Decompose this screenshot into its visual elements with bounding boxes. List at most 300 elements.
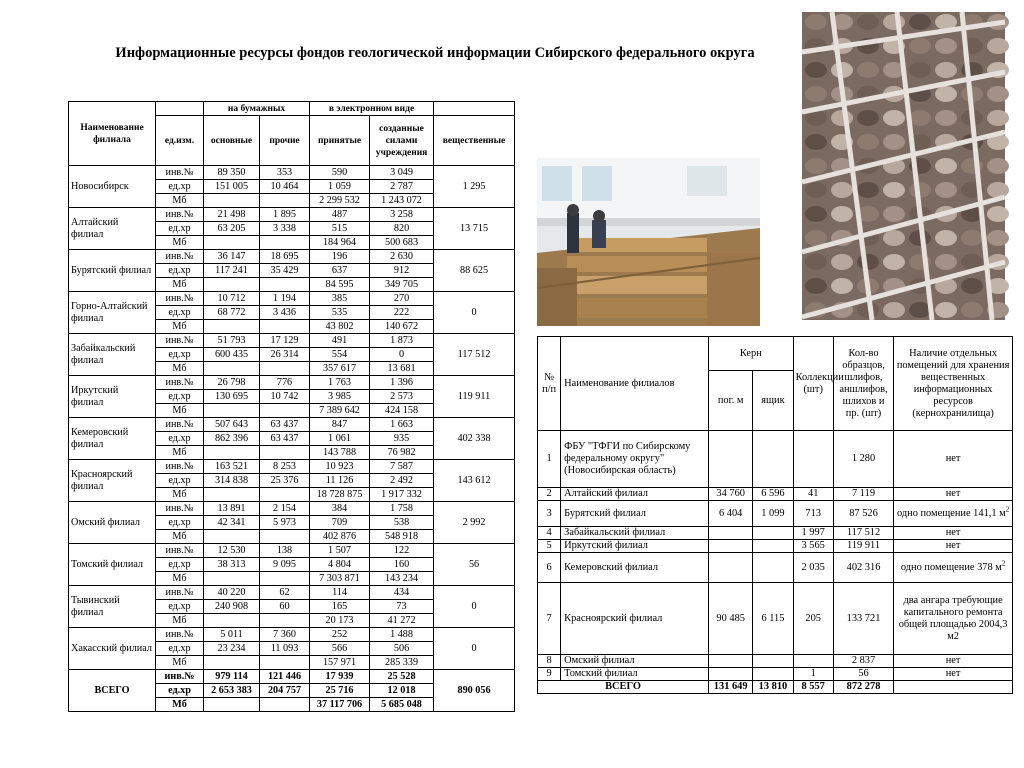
value-cell: 25 376 — [260, 474, 310, 488]
material-cell: 0 — [434, 628, 515, 670]
value-cell: 17 939 — [310, 670, 370, 684]
value-cell: 1 243 072 — [370, 194, 434, 208]
core-sample-stone — [961, 302, 983, 318]
value-cell — [204, 656, 260, 670]
table-row — [69, 292, 515, 306]
core-sample-stone — [909, 38, 931, 54]
value-cell: 121 446 — [260, 670, 310, 684]
value-cell: 1 507 — [310, 544, 370, 558]
branch-name: Омский филиал — [69, 502, 156, 544]
unit-cell: инв.№ — [156, 460, 204, 474]
value-cell: 63 437 — [260, 418, 310, 432]
branch-name: Кемеровский филиал — [69, 418, 156, 460]
core-sample-stone — [935, 302, 957, 318]
value-cell: 43 802 — [310, 320, 370, 334]
value-cell — [260, 320, 310, 334]
core-sample-stone — [831, 206, 853, 222]
header-branch-names: Наименование филиалов — [561, 337, 709, 431]
branch-name: Хакасский филиал — [69, 628, 156, 670]
value-cell: 10 742 — [260, 390, 310, 404]
value-cell — [260, 236, 310, 250]
table-row — [538, 540, 1013, 553]
value-cell: 12 018 — [370, 684, 434, 698]
unit-cell: ед.хр — [156, 180, 204, 194]
value-cell: 151 005 — [204, 180, 260, 194]
table-row — [69, 418, 515, 432]
table-row — [538, 553, 1013, 583]
value-cell: 84 595 — [310, 278, 370, 292]
unit-cell: инв.№ — [156, 376, 204, 390]
value-cell: 6 404 — [709, 501, 753, 527]
core-sample-stone — [857, 134, 879, 150]
table-row — [538, 501, 1013, 527]
value-cell — [204, 278, 260, 292]
value-cell: 709 — [310, 516, 370, 530]
value-cell: 35 429 — [260, 264, 310, 278]
core-sample-stone — [961, 278, 983, 294]
value-cell: 2 — [538, 488, 561, 501]
value-cell — [709, 553, 753, 583]
value-cell: 143 234 — [370, 572, 434, 586]
value-cell — [709, 540, 753, 553]
core-sample-stone — [909, 302, 931, 318]
value-cell — [260, 362, 310, 376]
value-cell: 2 653 383 — [204, 684, 260, 698]
value-cell: 357 617 — [310, 362, 370, 376]
value-cell: 285 339 — [370, 656, 434, 670]
value-cell: 1 — [538, 431, 561, 488]
value-cell: 402 316 — [833, 553, 893, 583]
value-cell: 205 — [793, 583, 833, 655]
core-sample-stone — [831, 254, 853, 270]
value-cell — [260, 614, 310, 628]
material-cell: 1 295 — [434, 166, 515, 208]
value-cell: 912 — [370, 264, 434, 278]
value-cell: 26 314 — [260, 348, 310, 362]
header-electronic: в электронном виде — [310, 102, 434, 116]
unit-cell: ед.хр — [156, 432, 204, 446]
value-cell: 2 573 — [370, 390, 434, 404]
value-cell: 1 763 — [310, 376, 370, 390]
value-cell: 548 918 — [370, 530, 434, 544]
premises-cell: нет — [894, 540, 1013, 553]
value-cell: 6 596 — [753, 488, 793, 501]
value-cell: 196 — [310, 250, 370, 264]
value-cell: 535 — [310, 306, 370, 320]
value-cell: 1 917 332 — [370, 488, 434, 502]
table-row — [69, 460, 515, 474]
material-cell: 2 992 — [434, 502, 515, 544]
value-cell: 7 389 642 — [310, 404, 370, 418]
value-cell — [204, 362, 260, 376]
value-cell: 637 — [310, 264, 370, 278]
unit-cell: инв.№ — [156, 628, 204, 642]
value-cell: 1 061 — [310, 432, 370, 446]
core-sample-stone — [987, 206, 1009, 222]
value-cell — [204, 446, 260, 460]
value-cell — [260, 530, 310, 544]
branch-name: Горно-Алтайский филиал — [69, 292, 156, 334]
total-row — [69, 670, 515, 684]
value-cell: 13 810 — [753, 681, 793, 694]
value-cell: 18 695 — [260, 250, 310, 264]
header-material: вещественные — [434, 116, 515, 166]
value-cell: 0 — [370, 348, 434, 362]
value-cell: 10 712 — [204, 292, 260, 306]
value-cell — [260, 404, 310, 418]
header-paper: на бумажных — [204, 102, 310, 116]
value-cell: 240 908 — [204, 600, 260, 614]
value-cell: 184 964 — [310, 236, 370, 250]
table-row — [69, 208, 515, 222]
value-cell — [709, 668, 753, 681]
value-cell: 17 129 — [260, 334, 310, 348]
core-sample-stone — [857, 110, 879, 126]
value-cell: 1 997 — [793, 527, 833, 540]
table-row — [69, 334, 515, 348]
value-cell: 140 672 — [370, 320, 434, 334]
value-cell — [753, 655, 793, 668]
branch-name: Бурятский филиал — [561, 501, 709, 527]
table-row — [69, 376, 515, 390]
header-core: Керн — [709, 337, 794, 371]
value-cell — [709, 431, 753, 488]
value-cell: 7 — [538, 583, 561, 655]
unit-cell: Мб — [156, 656, 204, 670]
value-cell: 117 241 — [204, 264, 260, 278]
value-cell: 384 — [310, 502, 370, 516]
warehouse-photo — [537, 158, 760, 326]
core-sample-stone — [857, 182, 879, 198]
material-cell: 13 715 — [434, 208, 515, 250]
value-cell: 3 258 — [370, 208, 434, 222]
unit-cell: Мб — [156, 404, 204, 418]
unit-cell: инв.№ — [156, 670, 204, 684]
value-cell: 1 — [793, 668, 833, 681]
branch-name: Иркутский филиал — [69, 376, 156, 418]
unit-cell: инв.№ — [156, 334, 204, 348]
material-cell: 88 625 — [434, 250, 515, 292]
core-sample-stone — [805, 182, 827, 198]
branch-name: Кемеровский филиал — [561, 553, 709, 583]
value-cell: 42 341 — [204, 516, 260, 530]
value-cell: 114 — [310, 586, 370, 600]
table-row — [538, 668, 1013, 681]
unit-cell: ед.хр — [156, 390, 204, 404]
value-cell: 41 — [793, 488, 833, 501]
table-row — [69, 250, 515, 264]
value-cell: 8 557 — [793, 681, 833, 694]
core-sample-stone — [805, 206, 827, 222]
value-cell: 25 716 — [310, 684, 370, 698]
value-cell — [260, 278, 310, 292]
value-cell: 165 — [310, 600, 370, 614]
value-cell: 1 280 — [833, 431, 893, 488]
core-sample-stone — [909, 110, 931, 126]
value-cell: 8 253 — [260, 460, 310, 474]
value-cell: 820 — [370, 222, 434, 236]
branch-name: Тывинский филиал — [69, 586, 156, 628]
value-cell — [204, 488, 260, 502]
core-sample-stone — [935, 158, 957, 174]
value-cell: 507 643 — [204, 418, 260, 432]
premises-cell: нет — [894, 655, 1013, 668]
value-cell: 1 488 — [370, 628, 434, 642]
branch-name: Красноярский филиал — [561, 583, 709, 655]
value-cell — [204, 236, 260, 250]
value-cell: 713 — [793, 501, 833, 527]
premises-text: одно помещение 141,1 м — [896, 507, 1006, 519]
core-sample-stone — [935, 230, 957, 246]
unit-cell: ед.хр — [156, 474, 204, 488]
value-cell: 506 — [370, 642, 434, 656]
value-cell: 6 115 — [753, 583, 793, 655]
value-cell: 487 — [310, 208, 370, 222]
value-cell: 131 649 — [709, 681, 753, 694]
resources-table — [68, 101, 515, 712]
core-sample-stone — [883, 230, 905, 246]
value-cell: 37 117 706 — [310, 698, 370, 712]
value-cell — [753, 431, 793, 488]
value-cell: 20 173 — [310, 614, 370, 628]
core-sample-stone — [909, 62, 931, 78]
core-sample-stone — [857, 62, 879, 78]
core-sample-stone — [935, 62, 957, 78]
unit-cell: ед.хр — [156, 516, 204, 530]
core-sample-stone — [805, 14, 827, 30]
value-cell: 2 035 — [793, 553, 833, 583]
unit-cell: Мб — [156, 446, 204, 460]
value-cell — [204, 530, 260, 544]
value-cell: 25 528 — [370, 670, 434, 684]
branch-name: Красноярский филиал — [69, 460, 156, 502]
unit-cell: инв.№ — [156, 586, 204, 600]
superscript: 2 — [1005, 505, 1010, 514]
value-cell: 2 787 — [370, 180, 434, 194]
unit-cell: ед.хр — [156, 600, 204, 614]
value-cell: 2 154 — [260, 502, 310, 516]
value-cell: 1 873 — [370, 334, 434, 348]
unit-cell: ед.хр — [156, 264, 204, 278]
value-cell: 133 721 — [833, 583, 893, 655]
value-cell — [204, 698, 260, 712]
branch-name: Иркутский филиал — [561, 540, 709, 553]
value-cell — [204, 572, 260, 586]
unit-cell: инв.№ — [156, 292, 204, 306]
premises-cell: нет — [894, 527, 1013, 540]
value-cell: 6 — [538, 553, 561, 583]
value-cell: 62 — [260, 586, 310, 600]
value-cell: 566 — [310, 642, 370, 656]
value-cell: 63 205 — [204, 222, 260, 236]
premises-cell: нет — [894, 431, 1013, 488]
header-samples: Кол-во образцов, шлифов, аншлифов, шлихов и пр. (шт) — [833, 337, 893, 431]
core-sample-stone — [883, 110, 905, 126]
value-cell: 10 923 — [310, 460, 370, 474]
material-cell: 119 911 — [434, 376, 515, 418]
value-cell: 11 093 — [260, 642, 310, 656]
core-sample-stone — [883, 134, 905, 150]
value-cell — [260, 488, 310, 502]
value-cell: 847 — [310, 418, 370, 432]
value-cell: 500 683 — [370, 236, 434, 250]
branch-name: Алтайский филиал — [561, 488, 709, 501]
value-cell: 1 663 — [370, 418, 434, 432]
premises-cell — [894, 501, 1013, 527]
header-created: созданные силами учреждения — [370, 116, 434, 166]
value-cell — [753, 540, 793, 553]
value-cell: 41 272 — [370, 614, 434, 628]
value-cell: 353 — [260, 166, 310, 180]
core-sample-stone — [805, 278, 827, 294]
value-cell — [204, 320, 260, 334]
core-sample-stone — [909, 14, 931, 30]
value-cell: 979 114 — [204, 670, 260, 684]
total-row — [538, 681, 1013, 694]
material-cell: 0 — [434, 292, 515, 334]
unit-cell: ед.хр — [156, 306, 204, 320]
value-cell: 10 464 — [260, 180, 310, 194]
unit-cell: Мб — [156, 362, 204, 376]
page-title: Информационные ресурсы фондов геологической информации Сибирского федерального округа — [115, 45, 755, 61]
header-collections: Коллекции (шт) — [793, 337, 833, 431]
unit-cell: ед.хр — [156, 348, 204, 362]
unit-cell: Мб — [156, 236, 204, 250]
value-cell: 2 492 — [370, 474, 434, 488]
value-cell: 2 299 532 — [310, 194, 370, 208]
premises-cell: нет — [894, 488, 1013, 501]
core-sample-stone — [883, 14, 905, 30]
core-sample-stone — [935, 182, 957, 198]
table-row — [538, 583, 1013, 655]
value-cell: 2 837 — [833, 655, 893, 668]
core-sample-stone — [831, 182, 853, 198]
header-linear-meters: пог. м — [709, 371, 753, 431]
value-cell: 935 — [370, 432, 434, 446]
value-cell: 90 485 — [709, 583, 753, 655]
core-sample-stone — [883, 182, 905, 198]
value-cell: 3 338 — [260, 222, 310, 236]
value-cell: 60 — [260, 600, 310, 614]
value-cell: 8 — [538, 655, 561, 668]
table-row — [69, 586, 515, 600]
material-cell: 890 056 — [434, 670, 515, 712]
core-sample-stone — [987, 182, 1009, 198]
unit-cell: Мб — [156, 320, 204, 334]
table-row — [538, 655, 1013, 668]
value-cell: 424 158 — [370, 404, 434, 418]
value-cell: 7 119 — [833, 488, 893, 501]
value-cell: 434 — [370, 586, 434, 600]
unit-cell: инв.№ — [156, 418, 204, 432]
unit-cell: ед.хр — [156, 684, 204, 698]
unit-cell: инв.№ — [156, 208, 204, 222]
value-cell: 51 793 — [204, 334, 260, 348]
value-cell — [260, 572, 310, 586]
value-cell: 538 — [370, 516, 434, 530]
branch-name: Омский филиал — [561, 655, 709, 668]
value-cell: 9 095 — [260, 558, 310, 572]
core-sample-stone — [935, 38, 957, 54]
header-branch-name: Наименование филиала — [69, 102, 156, 166]
unit-cell: ед.хр — [156, 642, 204, 656]
core-sample-stone — [805, 158, 827, 174]
value-cell: 2 630 — [370, 250, 434, 264]
unit-cell: инв.№ — [156, 250, 204, 264]
core-sample-stone — [987, 158, 1009, 174]
core-sample-stone — [987, 38, 1009, 54]
unit-cell: Мб — [156, 194, 204, 208]
branch-name: ФБУ "ТФГИ по Сибирскому федеральному округу" (Новосибирская область) — [561, 431, 709, 488]
unit-cell: Мб — [156, 614, 204, 628]
value-cell — [260, 698, 310, 712]
value-cell: 56 — [833, 668, 893, 681]
unit-cell: ед.хр — [156, 558, 204, 572]
core-sample-stone — [805, 86, 827, 102]
value-cell: 160 — [370, 558, 434, 572]
total-label: ВСЕГО — [69, 670, 156, 712]
value-cell: 7 303 871 — [310, 572, 370, 586]
core-sample-stone — [883, 302, 905, 318]
value-cell: 554 — [310, 348, 370, 362]
value-cell — [709, 527, 753, 540]
value-cell: 385 — [310, 292, 370, 306]
value-cell: 5 685 048 — [370, 698, 434, 712]
material-cell: 402 338 — [434, 418, 515, 460]
header-unit: ед.изм. — [156, 116, 204, 166]
header-premises: Наличие отдельных помещений для хранения вещественных информационных ресурсов (кернохранилища) — [894, 337, 1013, 431]
value-cell: 143 788 — [310, 446, 370, 460]
branch-name: Новосибирск — [69, 166, 156, 208]
value-cell: 34 760 — [709, 488, 753, 501]
value-cell — [260, 194, 310, 208]
premises-cell — [894, 553, 1013, 583]
header-accepted: принятые — [310, 116, 370, 166]
value-cell: 5 973 — [260, 516, 310, 530]
core-sample-stone — [857, 14, 879, 30]
core-storage-table — [537, 336, 1013, 694]
value-cell: 130 695 — [204, 390, 260, 404]
branch-name: Бурятский филиал — [69, 250, 156, 292]
value-cell — [260, 446, 310, 460]
value-cell: 1 099 — [753, 501, 793, 527]
value-cell: 3 049 — [370, 166, 434, 180]
value-cell — [753, 553, 793, 583]
value-cell: 40 220 — [204, 586, 260, 600]
value-cell: 23 234 — [204, 642, 260, 656]
value-cell: 18 728 875 — [310, 488, 370, 502]
value-cell: 3 436 — [260, 306, 310, 320]
value-cell: 63 437 — [260, 432, 310, 446]
value-cell: 21 498 — [204, 208, 260, 222]
unit-cell: Мб — [156, 698, 204, 712]
value-cell: 119 911 — [833, 540, 893, 553]
value-cell: 862 396 — [204, 432, 260, 446]
value-cell: 1 895 — [260, 208, 310, 222]
value-cell: 515 — [310, 222, 370, 236]
value-cell: 9 — [538, 668, 561, 681]
value-cell: 222 — [370, 306, 434, 320]
core-sample-stone — [857, 254, 879, 270]
value-cell: 252 — [310, 628, 370, 642]
material-cell: 143 612 — [434, 460, 515, 502]
core-sample-stone — [935, 254, 957, 270]
header-other: прочие — [260, 116, 310, 166]
value-cell: 7 587 — [370, 460, 434, 474]
value-cell: 270 — [370, 292, 434, 306]
value-cell: 87 526 — [833, 501, 893, 527]
value-cell: 204 757 — [260, 684, 310, 698]
